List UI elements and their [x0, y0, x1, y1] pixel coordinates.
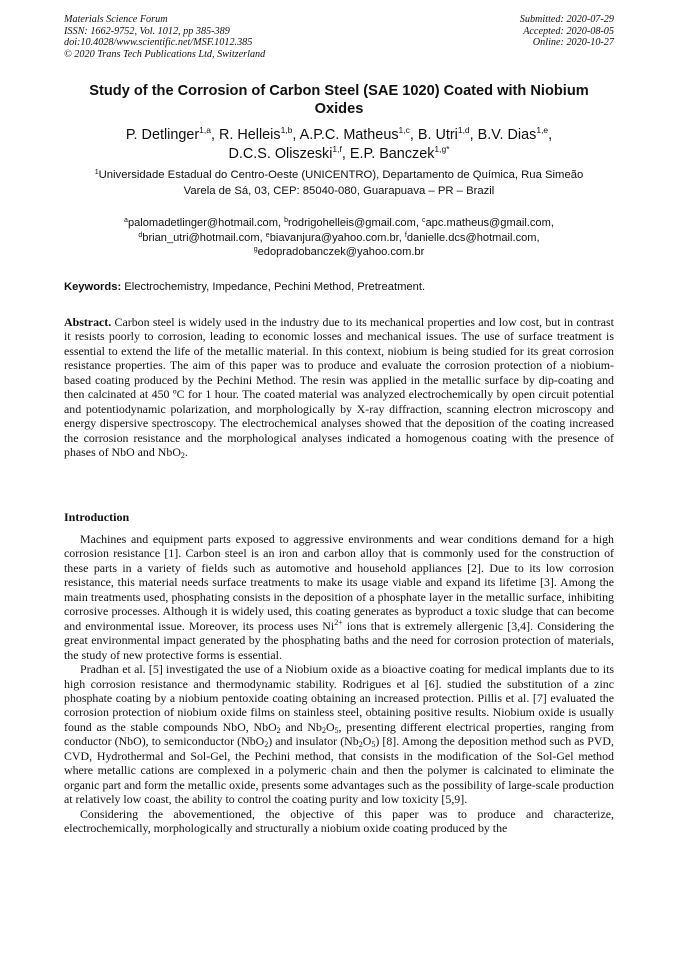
author-list — [64, 126, 614, 164]
section-heading-introduction: Introduction — [64, 510, 130, 524]
email[interactable]: $^c$apc.matheus@gmail.com — [422, 217, 551, 229]
copyright-line: © 2020 Trans Tech Publications Ltd, Switzerland — [64, 48, 266, 60]
email-line-3 — [64, 245, 614, 260]
keywords-text: Electrochemistry, Impedance, Pechini Method, Pretreatment. — [121, 281, 426, 293]
abstract-label: Abstract. — [64, 315, 112, 329]
author: A.P.C. Matheus$^{1,c}$, — [299, 125, 418, 143]
author: B.V. Dias$^{1,e}$, — [477, 125, 553, 143]
affiliation-line-1: Universidade Estadual do Centro-Oeste (UNICENTRO), Departamento de Química, Rua Simeão — [98, 169, 584, 181]
paragraph: Pradhan et al. [5] investigated the use of a Niobium oxide as a bioactive coating for medical implants due to its high corrosion resistance and thermodynamic stability. Rodrigues et al [6]. studied the substitution of a zinc phosphate coating by a niobium pentoxide coating obtaining an increased protection. Pillis et al. [7] evaluated the corrosion protection of niobium oxide films on stainless steel, obtaining positive results. Niobium oxide is usually found as the stable compounds NbO, NbO$_2$ and $Nb_2O_5$, presenting different electrical properties, ranging from conductor (NbO), to semiconductor (NbO$_2$) and insulator $(Nb_2O_5)$ [8]. Among the deposition method such as PVD, CVD, Hydrothermal and Sol-Gel, the Pechini method, that consists in the modification of the Sol-Gel method where metallic cations are complexed in a polymeric chain and then the polymer is calcinated to eliminate the organic part and form the metallic oxide, presents some advantages such as the possibility of large-scale production at relatively low coast, the ability to control the coating purity and low toxicity [5,9]. — [64, 662, 615, 807]
email[interactable]: $^d$brian_utri@hotmail.com — [138, 231, 260, 244]
author: P. Detlinger$^{1,a}$, — [125, 125, 219, 143]
email-line-1: $^a$palomadetlinger@hotmail.com, $^b$rodrigohelleis@gmail.com, $^c$apc.matheus@gmail.com, — [124, 217, 554, 229]
email[interactable]: $^f$danielle.dcs@hotmail.com — [404, 231, 537, 244]
title-line-1: Study of the Corrosion of Carbon Steel (SAE 1020) Coated with Niobium — [89, 83, 589, 99]
author: E.P. Banczek$^{1,g*}$ — [349, 144, 450, 162]
affiliation-marker: 1 — [94, 169, 99, 176]
abstract-text: Carbon steel is widely used in the industry due to its mechanical properties and low cost, but in contrast it resists poorly to corrosion, leading to economic losses and mechanical issues. The use of surface treatment is essential to extend the life of the metallic material. In this context, niobium is being studied for its great corrosion resistance properties. The aim of this paper was to produce and evaluate the corrosion protection of a niobium-based coating produced by the Pechini Method. The resin was applied in the metallic surface by dip-coating and then calcinated at 450 ºC for 1 hour. The coated material was analyzed electrochemically by open circuit potential and potentiodynamic polarization, and morphologically by X-ray diffraction, scanning electron microscopy and energy dispersive spectroscopy. The electrochemical analyses showed that the deposition of the coating increased the corrosion resistance and the morphological analyses indicated a homogenous coating with the presence of phases of NbO and NbO — [64, 315, 614, 460]
journal-info — [64, 14, 265, 60]
abstract: Abstract. Carbon steel is widely used in the industry due to its mechanical properties and low cost, but in contrast it resists poorly to corrosion, leading to economic losses and mechanical issues. The use of surface treatment is essential to extend the life of the metallic material. In this context, niobium is being studied for its great corrosion resistance properties. The aim of this paper was to produce and evaluate the corrosion protection of a niobium-based coating produced by the Pechini Method. The resin was applied in the metallic surface by dip-coating and then calcinated at 450 ºC for 1 hour. The coated material was analyzed electrochemically by open circuit potential and potentiodynamic polarization, and morphologically by X-ray diffraction, scanning electron microscopy and energy dispersive spectroscopy. The electrochemical analyses showed that the deposition of the coating increased the corrosion resistance and the morphological analyses indicated a homogenous coating with the presence of phases of NbO and NbO$_2$. — [64, 315, 614, 461]
email[interactable]: $^g$edopradobanczek@yahoo.com.br — [253, 246, 425, 258]
issn-line: ISSN: 1662-9752, Vol. 1012, pp 385-389 — [64, 25, 230, 37]
dates-info — [520, 14, 614, 49]
email[interactable]: $^e$biavanjura@yahoo.com.br — [265, 231, 399, 244]
online-date: Online: 2020-10-27 — [532, 37, 614, 49]
affiliation-line-2: Varela de Sá, 03, CEP: 85040-080, Guarapuava – PR – Brazil — [183, 185, 495, 197]
doi-line[interactable]: doi:10.4028/www.scientific.net/MSF.1012.385 — [64, 37, 253, 49]
accepted-date: Accepted: 2020-08-05 — [523, 25, 614, 37]
paragraph: Machines and equipment parts exposed to aggressive environments and wear conditions demand for a high corrosion resistance [1]. Carbon steel is an iron and carbon alloy that is commonly used for the construction of these parts in a variety of fields such as automotive and household appliances [2]. Due to its low corrosion resistance, this material needs surface treatments to make its usage viable and expand its lifetime [3]. Among the main treatments used, phosphating consists in the deposition of a phosphate layer in the metallic surface, inhibiting corrosive processes. Although it is widely used, this coating generates as byproduct a toxic sludge that can become and environmental issue. Moreover, its process uses $Ni^{2+}$ ions that is extremely allergenic [3,4]. Considering the great environmental impact generated by the phosphating baths and the need for corrosion protection of materials, the study of new protective forms is essential. — [64, 532, 614, 662]
email-line-2: $^d$brian_utri@hotmail.com, $^e$biavanjura@yahoo.com.br, $^f$danielle.dcs@hotmail.com, — [138, 231, 540, 244]
email[interactable]: $^b$rodrigohelleis@gmail.com — [284, 217, 416, 229]
submitted-date: Submitted: 2020-07-29 — [519, 14, 614, 25]
keywords — [64, 280, 614, 295]
author: R. Helleis$^{1,b}$, — [218, 125, 300, 143]
introduction-body — [64, 532, 614, 836]
email-list — [64, 216, 614, 260]
journal-name: Materials Science Forum — [64, 14, 168, 25]
author: D.C.S. Oliszeski$^{1,f}$, — [228, 144, 350, 162]
email[interactable]: $^a$palomadetlinger@hotmail.com — [124, 217, 278, 229]
author-line-2 — [64, 145, 614, 164]
paragraph: Considering the abovementioned, the objective of this paper was to produce and characterize, electrochemically, morphologically and structurally a niobium oxide coating produced by the — [64, 806, 614, 836]
keywords-label: Keywords: — [64, 281, 122, 293]
author-line-1 — [64, 126, 614, 145]
paper-title — [64, 82, 614, 118]
author: B. Utri$^{1,d}$, — [417, 125, 478, 143]
title-line-2: Oxides — [314, 101, 364, 117]
affiliation — [64, 167, 614, 199]
